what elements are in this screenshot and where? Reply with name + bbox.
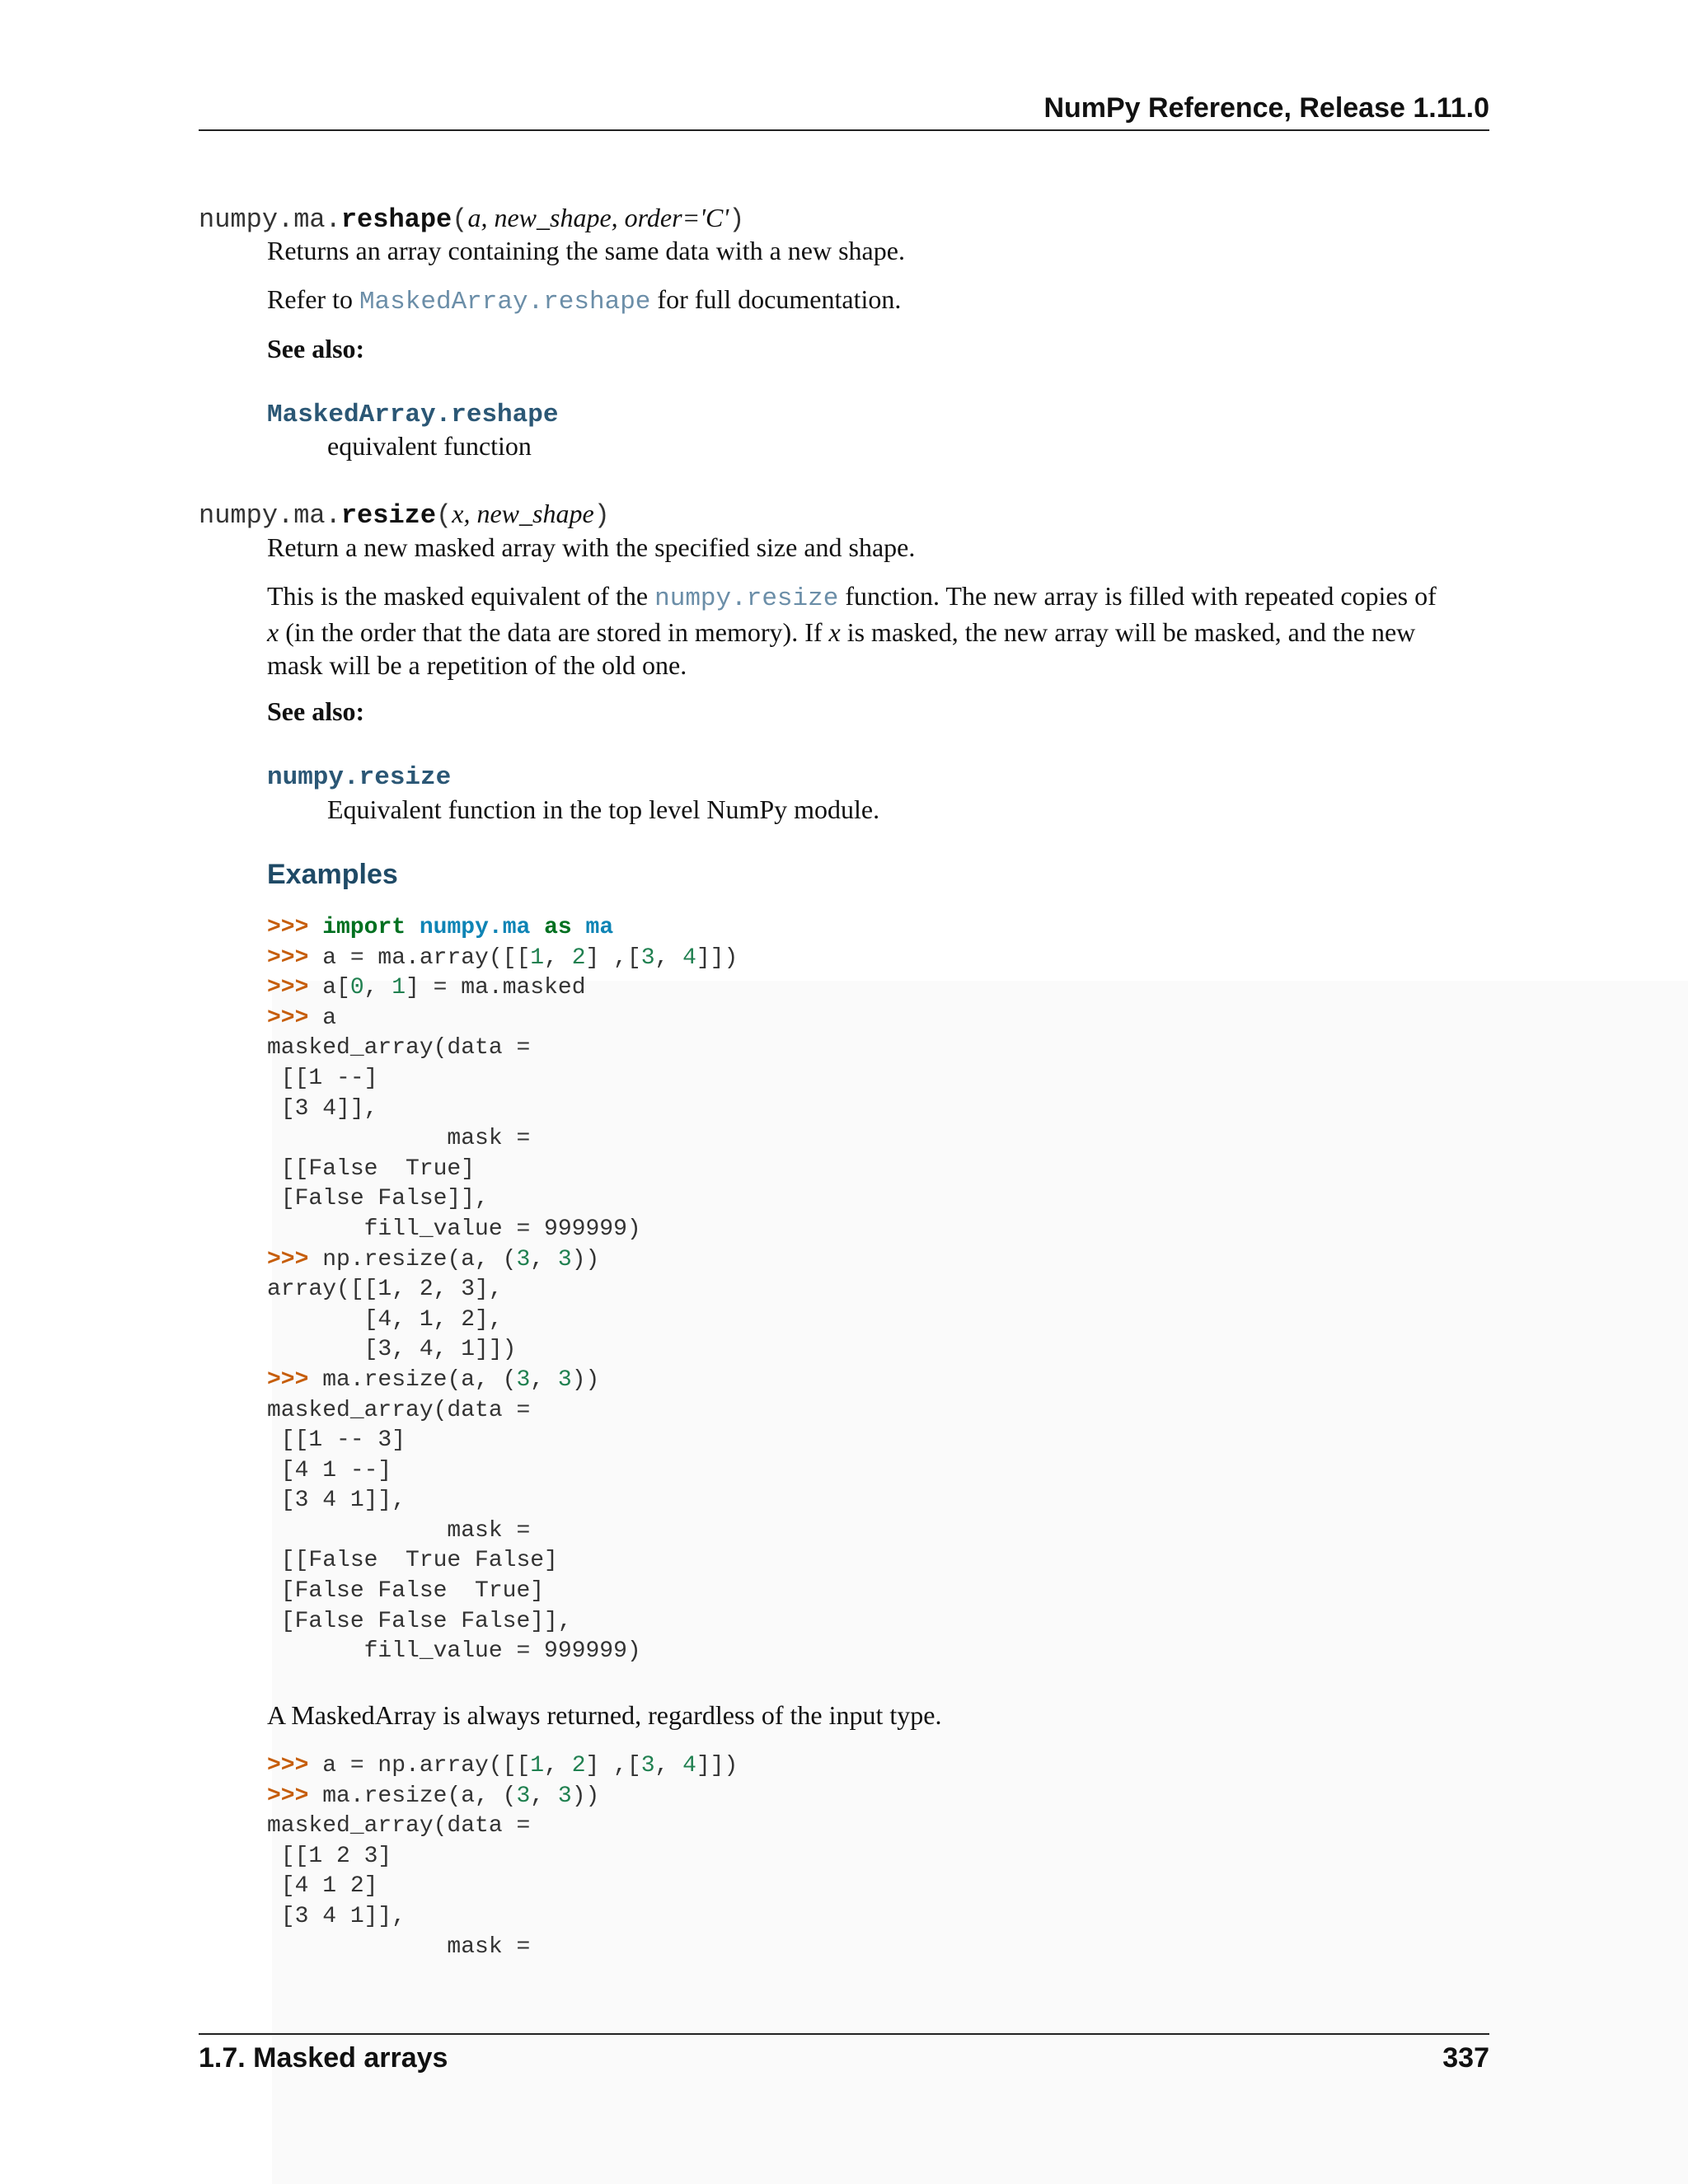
reshape-module-prefix: numpy.ma. <box>199 204 341 235</box>
code-line: mask = <box>267 1126 531 1152</box>
page-number: 337 <box>1442 2042 1489 2074</box>
reshape-function-name: reshape <box>340 204 452 235</box>
reshape-see-also-label: See also: <box>267 334 365 363</box>
reshape-refer-line: Refer to MaskedArray.reshape for full documentation. <box>267 284 902 316</box>
code-line: masked_array(data = <box>267 1813 531 1840</box>
code-line: >>> a = ma.array([[1, 2] ,[3, 4]]) <box>267 944 738 971</box>
header-rule <box>199 129 1489 131</box>
code-line: [[1 2 3] <box>267 1843 392 1869</box>
code-line: fill_value = 999999) <box>267 1638 641 1665</box>
footer-section-title: 1.7. Masked arrays <box>199 2042 448 2074</box>
code-line: [4 1 2] <box>267 1873 378 1900</box>
numpy-resize-inline-link[interactable]: numpy.resize <box>654 584 839 613</box>
resize-summary: Return a new masked array with the specified size and shape. <box>267 532 916 562</box>
reshape-see-also-desc: equivalent function <box>327 431 532 461</box>
code-line: [4 1 --] <box>267 1457 392 1483</box>
resize-module-prefix: numpy.ma. <box>199 500 341 531</box>
code-line: [[1 -- 3] <box>267 1427 406 1454</box>
resize-see-also-label: See also: <box>267 696 365 726</box>
reshape-summary: Returns an array containing the same data with a new shape. <box>267 236 905 265</box>
code-line: >>> import numpy.ma as ma <box>267 915 614 940</box>
code-line: [3, 4, 1]]) <box>267 1337 517 1363</box>
code-line: [3 4 1]], <box>267 1488 406 1514</box>
footer-rule <box>199 2033 1489 2035</box>
resize-signature: numpy.ma.resize(x, new_shape) <box>199 499 610 531</box>
code-line: [False False False]], <box>267 1608 572 1634</box>
resize-see-also-link[interactable]: numpy.resize <box>267 763 452 792</box>
code-line: [3 4 1]], <box>267 1903 406 1929</box>
code-line: fill_value = 999999) <box>267 1216 641 1242</box>
examples-heading: Examples <box>267 859 398 890</box>
code-line: [4, 1, 2], <box>267 1306 503 1333</box>
code-line: >>> ma.resize(a, (3, 3)) <box>267 1366 600 1393</box>
code-line: mask = <box>267 1517 531 1544</box>
code-line: >>> np.resize(a, (3, 3)) <box>267 1246 600 1272</box>
code-line: >>> a <box>267 1005 337 1031</box>
resize-see-also-desc: Equivalent function in the top level NumPy module. <box>327 794 880 824</box>
reshape-signature: numpy.ma.reshape(a, new_shape, order='C') <box>199 203 745 235</box>
reshape-params: a, new_shape, order='C' <box>467 203 729 232</box>
code-line: [False False]], <box>267 1186 489 1212</box>
masked-array-note: A MaskedArray is always returned, regardless of the input type. <box>267 1700 942 1730</box>
code-line: [[False True False] <box>267 1548 558 1574</box>
running-header-title: NumPy Reference, Release 1.11.0 <box>1043 92 1489 124</box>
reshape-refer-link[interactable]: MaskedArray.reshape <box>359 288 651 316</box>
code-line: [False False True] <box>267 1578 545 1605</box>
code-line: [3 4]], <box>267 1095 378 1122</box>
resize-params: x, new_shape <box>452 499 594 528</box>
code-line: [[False True] <box>267 1155 476 1182</box>
example-code-block-1 <box>267 913 738 1667</box>
code-line: mask = <box>267 1933 531 1960</box>
resize-function-name: resize <box>340 500 437 531</box>
code-line: masked_array(data = <box>267 1035 531 1062</box>
code-line: >>> a = np.array([[1, 2] ,[3, 4]]) <box>267 1753 738 1779</box>
example-code-block-2 <box>267 1751 738 1962</box>
code-line: array([[1, 2, 3], <box>267 1277 503 1303</box>
reshape-see-also-link[interactable]: MaskedArray.reshape <box>267 401 559 429</box>
code-line: masked_array(data = <box>267 1397 531 1423</box>
resize-description: This is the masked equivalent of the numpy.resize function. The new array is filled with repeated copies of x (in the order that the data are stored in memory). If x is masked, the new array will be masked, and the new mask will be a repetition of the old one. <box>267 581 1437 680</box>
code-line: [[1 --] <box>267 1065 378 1091</box>
code-line: >>> ma.resize(a, (3, 3)) <box>267 1783 600 1809</box>
code-line: >>> a[0, 1] = ma.masked <box>267 975 586 1001</box>
